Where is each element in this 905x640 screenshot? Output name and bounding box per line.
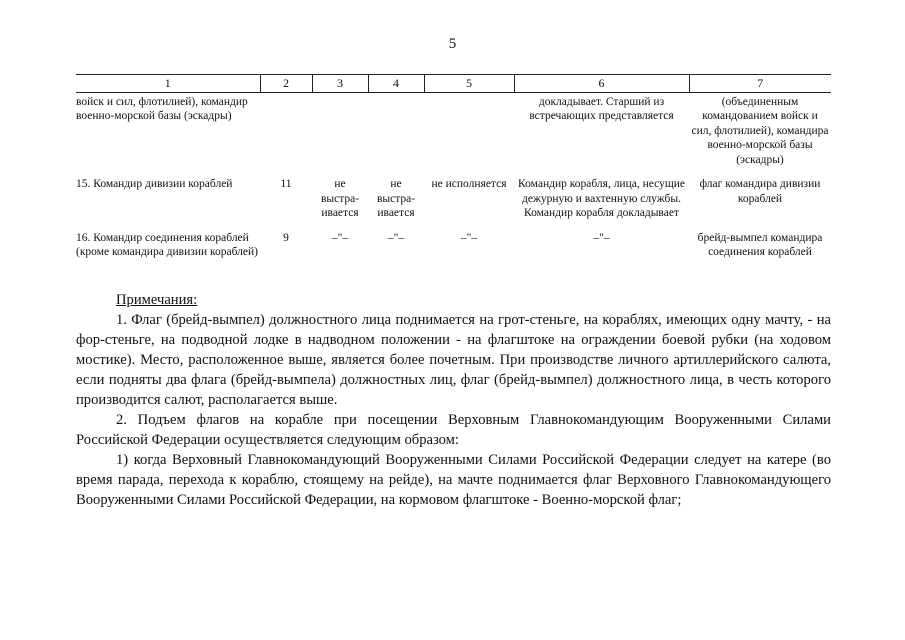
table-cell-official: 16. Командир соединения кораблей (кроме командира дивизии кораблей) — [76, 231, 258, 258]
table-cell-col5 — [424, 92, 514, 175]
column-header-5: 5 — [424, 75, 514, 93]
table-cell-col4: –"– — [387, 231, 405, 244]
table-row — [76, 175, 831, 229]
table-cell-col7: флаг командира дивизии кораблей — [699, 178, 821, 205]
table-row — [76, 229, 831, 268]
note-paragraph: 2. Подъем флагов на корабле при посещении Верховным Главнокомандующим Вооруженными Силами Российской Федерации осуществляется следующим образом: — [76, 412, 831, 448]
column-header-2: 2 — [260, 75, 312, 93]
column-header-4: 4 — [368, 75, 424, 93]
notes-heading — [76, 290, 831, 310]
table-cell-col3: не выстра-ивается — [320, 178, 360, 219]
table-cell-col2: 9 — [283, 231, 289, 244]
table-cell-col7: (объединенным командованием войск и сил, флотилией), командира военно-морской базы (эскадры) — [691, 95, 829, 166]
table-cell-official: войск и сил, флотилией), командир военно-морской базы (эскадры) — [76, 95, 248, 122]
page-number: 5 — [448, 36, 457, 52]
honors-table — [76, 74, 831, 268]
table-cell-col4 — [368, 92, 424, 175]
note-paragraph: 1) когда Верховный Главнокомандующий Вооруженными Силами Российской Федерации следует на катере (во время парада, перехода к кораблю, стоящему на рейде), на мачте поднимается флаг Верховного Главнокомандующего Вооруженными Силами Российской Федерации, на кормовом флагштоке - Военно-морской флаг; — [76, 452, 831, 508]
table-cell-col6: Командир корабля, лица, несущие дежурную и вахтенную службы. Командир корабля докладывает — [518, 178, 685, 219]
notes-section — [76, 290, 831, 510]
column-header-3: 3 — [312, 75, 368, 93]
table-cell-col5: –"– — [460, 231, 478, 244]
table-cell-col2 — [260, 92, 312, 175]
notes-heading-text: Примечания: — [116, 292, 198, 308]
column-header-6: 6 — [514, 75, 689, 93]
table-header-row — [76, 75, 831, 93]
table-cell-col6: –"– — [593, 231, 610, 244]
note-paragraph: 1. Флаг (брейд-вымпел) должностного лица поднимается на грот-стеньге, на кораблях, имеющих одну мачту, - на фор-стеньге, на подводной лодке в надводном положении - на флагштоке на ограждении боевой рубки (на ходовом мостике). Место, расположенное выше, является более почетным. При производстве личного артиллерийского салюта, если подняты два флага (брейд-вымпела) должностных лиц, флаг (брейд-вымпел) должностного лица, в честь которого производится салют, располагается выше. — [76, 312, 831, 408]
table-cell-col7: брейд-вымпел командира соединения кораблей — [697, 231, 823, 258]
table-cell-col5: не исполняется — [431, 178, 507, 190]
table-cell-col4: не выстра-ивается — [376, 178, 416, 219]
column-header-7: 7 — [689, 75, 831, 93]
table-cell-col2: 11 — [280, 178, 292, 190]
table-cell-col3: –"– — [331, 231, 349, 244]
table-cell-col3 — [312, 92, 368, 175]
table-row — [76, 92, 831, 175]
table-cell-official: 15. Командир дивизии кораблей — [76, 178, 233, 190]
column-header-1: 1 — [76, 75, 260, 93]
table-cell-col6: докладывает. Старший из встречающих представляется — [529, 95, 674, 122]
